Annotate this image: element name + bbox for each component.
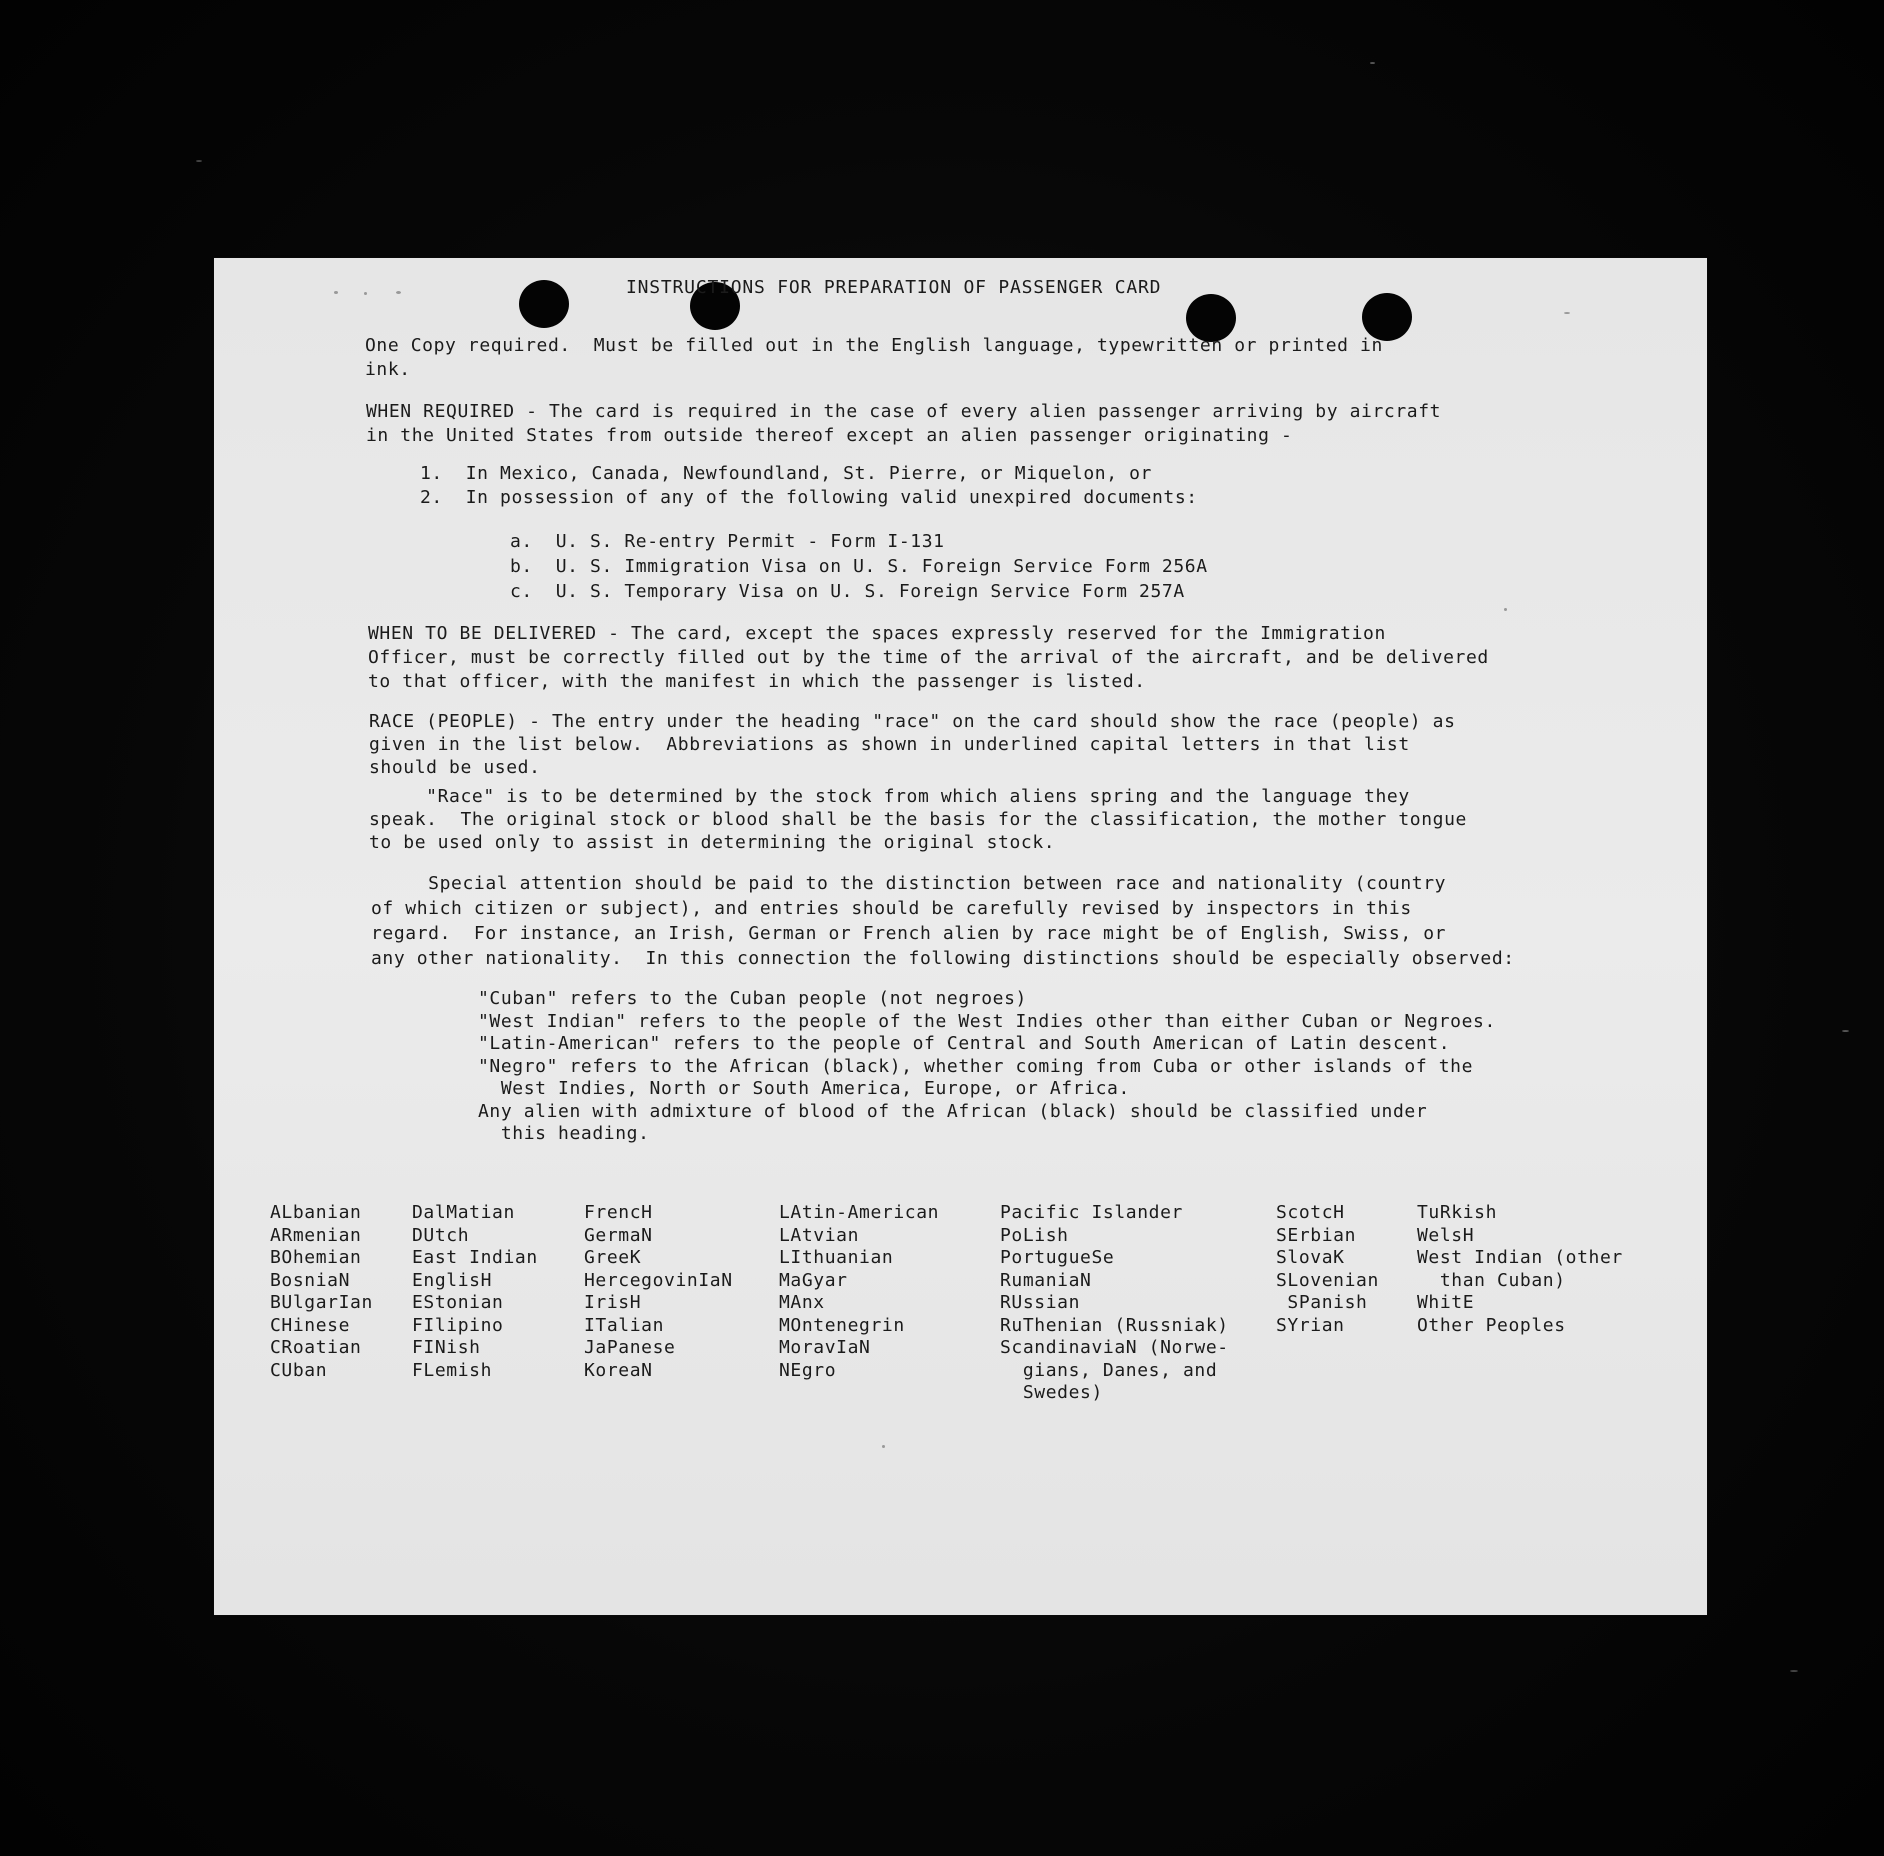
dust-speck xyxy=(334,291,338,294)
race-list-item: RumaniaN xyxy=(1000,1269,1092,1291)
race-list-item: FINish xyxy=(412,1337,481,1358)
race-list-item: FrencH xyxy=(584,1202,653,1223)
race-list-item: DUtch xyxy=(412,1224,470,1246)
race-list-item: DalMatian xyxy=(412,1202,515,1223)
race-list-item: KoreaN xyxy=(584,1359,653,1381)
race-list-item: SYrian xyxy=(1276,1314,1345,1336)
race-list-item: GermaN xyxy=(584,1224,653,1246)
race-list-item: SlovaK xyxy=(1276,1247,1345,1268)
race-list-item: SPanish xyxy=(1276,1292,1368,1313)
race-list-item: than Cuban) xyxy=(1417,1269,1566,1291)
race-list-item: ScandinaviaN (Norwe- xyxy=(1000,1337,1229,1358)
document-title: INSTRUCTIONS FOR PREPARATION OF PASSENGER CARD xyxy=(626,277,1162,298)
race-list-item: HercegovinIaN xyxy=(584,1269,733,1291)
race-list-item: CHinese xyxy=(270,1314,351,1336)
race-list-column-6 xyxy=(1276,1202,1379,1337)
film-scratch xyxy=(1790,1670,1798,1672)
race-list-item: MaGyar xyxy=(779,1269,848,1291)
race-list-item: SLovenian xyxy=(1276,1269,1379,1291)
race-people-paragraph: RACE (PEOPLE) - The entry under the heading "race" on the card should show the race (people) as given in the list below. Abbreviations as shown in underlined capital letters in that list should be used. xyxy=(369,711,1456,778)
race-list-item: IrisH xyxy=(584,1292,642,1313)
race-list-item: JaPanese xyxy=(584,1337,676,1358)
race-list-item: FLemish xyxy=(412,1359,493,1381)
race-list-item: TuRkish xyxy=(1417,1202,1498,1223)
race-list-item: LAtin-American xyxy=(779,1202,940,1223)
dust-speck xyxy=(1564,312,1570,314)
race-list-item: PoLish xyxy=(1000,1224,1069,1246)
race-list-item: MOntenegrin xyxy=(779,1314,905,1336)
race-list-item: ARmenian xyxy=(270,1224,362,1246)
race-list-item: East Indian xyxy=(412,1247,538,1268)
exception-list: 1. In Mexico, Canada, Newfoundland, St. Pierre, or Miquelon, or 2. In possession of any of the following valid unexpired documents: xyxy=(420,463,1198,508)
race-list-item: BOhemian xyxy=(270,1247,362,1268)
race-list-item: FIlipino xyxy=(412,1314,504,1336)
when-delivered-paragraph: WHEN TO BE DELIVERED - The card, except the spaces expressly reserved for the Immigration Officer, must be correctly filled out by the time of the arrival of the aircraft, and be delivered to that officer, with the manifest in which the passenger is listed. xyxy=(368,623,1489,692)
film-scratch xyxy=(1370,62,1375,64)
document-page xyxy=(214,258,1707,1615)
race-list-item: Pacific Islander xyxy=(1000,1202,1183,1223)
film-scratch xyxy=(1842,1030,1849,1032)
race-list-item: BosniaN xyxy=(270,1269,351,1291)
race-list-item: SErbian xyxy=(1276,1224,1357,1246)
race-list-item: WelsH xyxy=(1417,1224,1475,1246)
race-list-item: West Indian (other xyxy=(1417,1247,1623,1268)
distinctions-list: "Cuban" refers to the Cuban people (not negroes) "West Indian" refers to the people of the West Indies other than either Cuban or Negroes. "Latin-American" refers to the people of Central and South American of Latin descent. "Negro" refers to the African (black), whether coming from Cuba or other islands of the West Indies, North or South America, Europe, or Africa. Any alien with admixture of blood of the African (black) should be classified under this heading. xyxy=(478,988,1496,1144)
race-list-item: PortugueSe xyxy=(1000,1247,1115,1268)
copy-requirement-paragraph: One Copy required. Must be filled out in the English language, typewritten or printed in ink. xyxy=(365,335,1383,380)
race-list-item: EStonian xyxy=(412,1292,504,1313)
race-list-item: ALbanian xyxy=(270,1202,362,1223)
race-list-column-3 xyxy=(584,1202,733,1382)
race-list-item: Swedes) xyxy=(1000,1382,1103,1403)
film-scratch xyxy=(196,160,202,162)
special-attention-paragraph: Special attention should be paid to the distinction between race and nationality (country of which citizen or subject), and entries should be carefully revised by inspectors in this regard. For instance, an Irish, German or French alien by race might be of English, Swiss, or any other nationality. In this connection the following distinctions should be especially observed: xyxy=(371,873,1515,969)
dust-speck xyxy=(364,292,367,295)
race-list-item: gians, Danes, and xyxy=(1000,1359,1218,1381)
race-list-item: LAtvian xyxy=(779,1224,860,1246)
dust-speck xyxy=(882,1445,885,1448)
race-list-item: CUban xyxy=(270,1359,328,1381)
race-list-column-7 xyxy=(1417,1202,1623,1337)
race-list-item: ScotcH xyxy=(1276,1202,1345,1223)
punch-hole xyxy=(519,280,569,328)
race-list-item: MAnx xyxy=(779,1292,825,1313)
race-list-item: RuThenian (Russniak) xyxy=(1000,1314,1229,1336)
when-required-paragraph: WHEN REQUIRED - The card is required in the case of every alien passenger arriving by aircraft in the United States from outside thereof except an alien passenger originating - xyxy=(366,401,1442,446)
race-list-item: MoravIaN xyxy=(779,1337,871,1358)
valid-documents-list: a. U. S. Re-entry Permit - Form I-131 b. U. S. Immigration Visa on U. S. Foreign Service Form 256A c. U. S. Temporary Visa on U. S. Foreign Service Form 257A xyxy=(510,531,1208,602)
race-list-column-4 xyxy=(779,1202,939,1382)
race-list-item: LIthuanian xyxy=(779,1247,894,1268)
dust-speck xyxy=(396,291,401,294)
race-list-item: Other Peoples xyxy=(1417,1314,1566,1336)
race-list-item: BUlgarIan xyxy=(270,1292,373,1313)
race-list-column-2 xyxy=(412,1202,538,1382)
race-list-item: GreeK xyxy=(584,1247,642,1268)
race-list-item: ITalian xyxy=(584,1314,665,1336)
dust-speck xyxy=(1504,608,1507,611)
race-list-item: EnglisH xyxy=(412,1269,493,1291)
race-definition-paragraph: "Race" is to be determined by the stock from which aliens spring and the language they speak. The original stock or blood shall be the basis for the classification, the mother tongue to be used only to assist in determining the original stock. xyxy=(369,786,1467,853)
race-list-item: NEgro xyxy=(779,1359,837,1381)
race-list-column-5 xyxy=(1000,1202,1229,1405)
race-list-item: WhitE xyxy=(1417,1292,1475,1313)
race-list-column-1 xyxy=(270,1202,373,1382)
race-list-item: CRoatian xyxy=(270,1337,362,1358)
race-list-item: RUssian xyxy=(1000,1292,1081,1313)
